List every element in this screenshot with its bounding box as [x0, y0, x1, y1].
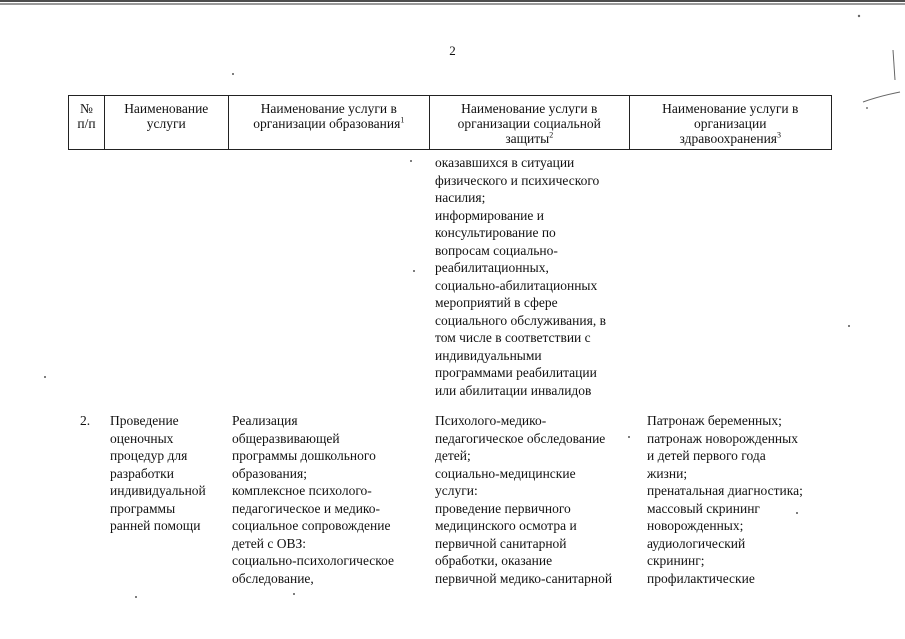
row2-service-name: Проведение оценочных процедур для разработки индивидуальной программы ранней помощи	[110, 413, 206, 533]
scan-speck	[135, 596, 137, 598]
header-service-name-label: Наименование услуги	[124, 101, 209, 131]
header-social-footnote: 2	[549, 130, 554, 140]
continued-social-cell: оказавшихся в ситуации физического и психического насилия; информирование и консультирование по вопросам социально- реабилитационных, социально-абилитационных мероприятий в сфере социального обслуживания, в том числе в соответствии с индивидуальными программами реабилитации или абилитации инвалидов	[435, 155, 606, 398]
scan-edge-lines	[0, 0, 905, 6]
header-number-label: № п/п	[77, 101, 96, 131]
scan-speck	[44, 376, 46, 378]
header-education-label: Наименование услуги в организации образования	[253, 101, 401, 131]
header-health-footnote: 3	[777, 130, 781, 140]
header-social-label: Наименование услуги в организации социальной защиты	[457, 101, 601, 146]
table-header-row	[68, 95, 832, 150]
scan-speck	[628, 436, 630, 438]
header-number	[69, 96, 105, 149]
header-health	[630, 96, 831, 149]
scan-speck	[848, 325, 850, 327]
scan-speck	[232, 73, 234, 75]
header-service-name	[105, 96, 229, 149]
row2-education-cell: Реализация общеразвивающей программы дошкольного образования; комплексное психолого- педагогическое и медико- социальное сопровождение детей с ОВЗ: социально-психологическое обследование,	[232, 413, 395, 586]
scan-speck	[410, 160, 412, 162]
page-number: 2	[449, 43, 456, 58]
header-education-footnote: 1	[400, 115, 405, 125]
row2-social-cell: Психолого-медико- педагогическое обследование детей; социально-медицинские услуги: проведение первичного медицинского осмотра и первичной санитарной обработки, оказание первичной медико-санитарной	[435, 413, 613, 586]
scan-speck	[796, 512, 798, 514]
scan-mark-right	[855, 10, 905, 110]
scan-speck	[293, 593, 295, 595]
row2-number: 2.	[80, 413, 91, 428]
scan-speck	[413, 270, 415, 272]
header-social	[430, 96, 629, 149]
header-health-label: Наименование услуги в организации здравоохранения	[662, 101, 799, 146]
header-education	[229, 96, 430, 149]
row2-health-cell: Патронаж беременных; патронаж новорожденных и детей первого года жизни; пренатальная диагностика; массовый скрининг новорожденных; аудиологический скрининг; профилактические	[647, 413, 803, 586]
